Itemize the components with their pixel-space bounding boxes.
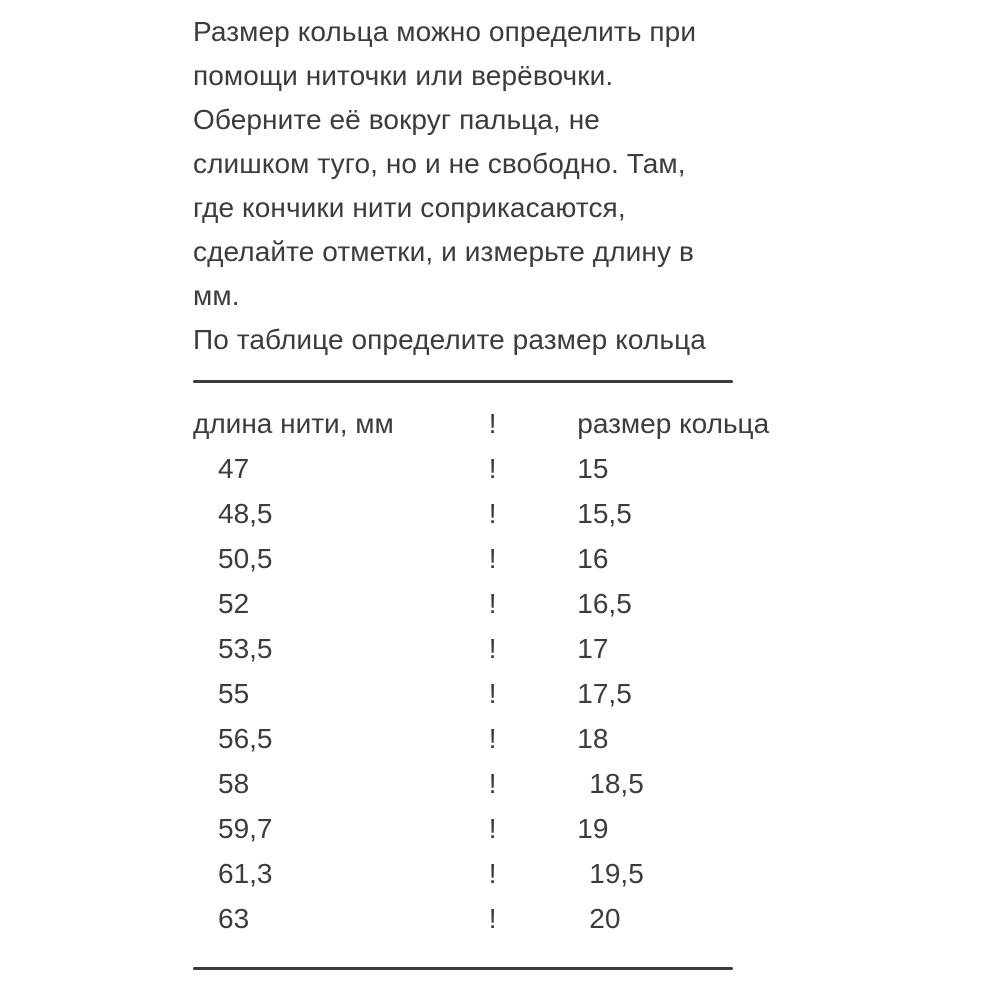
- ring-size-table: [193, 401, 813, 941]
- table-bottom-divider: [193, 967, 733, 970]
- instruction-line: помощи ниточки или верёвочки.: [193, 60, 614, 91]
- cell-thread-length: 47: [218, 453, 250, 484]
- instruction-line: где кончики нити соприкасаются,: [193, 192, 626, 223]
- cell-ring-size: 16,5: [577, 588, 632, 619]
- cell-separator: !: [488, 903, 497, 934]
- table-row: [193, 851, 813, 896]
- column-header-separator: !: [488, 408, 497, 439]
- table-row: [193, 716, 813, 761]
- cell-ring-size: 18,5: [589, 768, 644, 799]
- table-row: [193, 761, 813, 806]
- column-header-ring-size: размер кольца: [577, 408, 770, 439]
- cell-thread-length: 52: [218, 588, 250, 619]
- cell-ring-size: 16: [577, 543, 609, 574]
- cell-separator: !: [488, 498, 497, 529]
- instruction-line: сделайте отметки, и измерьте длину в: [193, 236, 694, 267]
- cell-separator: !: [488, 543, 497, 574]
- cell-separator: !: [488, 858, 497, 889]
- instruction-line: По таблице определите размер кольца: [193, 324, 706, 355]
- cell-separator: !: [488, 633, 497, 664]
- cell-thread-length: 63: [218, 903, 250, 934]
- cell-separator: !: [488, 723, 497, 754]
- instruction-line: Размер кольца можно определить при: [193, 16, 697, 47]
- table-row: [193, 536, 813, 581]
- cell-separator: !: [488, 768, 497, 799]
- cell-thread-length: 61,3: [218, 858, 273, 889]
- instruction-line: слишком туго, но и не свободно. Там,: [193, 148, 686, 179]
- ring-size-table-section: [0, 380, 1000, 970]
- table-row: [193, 446, 813, 491]
- cell-thread-length: 58: [218, 768, 250, 799]
- cell-separator: !: [488, 588, 497, 619]
- cell-separator: !: [488, 813, 497, 844]
- table-header-row: [193, 401, 813, 446]
- table-row: [193, 581, 813, 626]
- cell-thread-length: 50,5: [218, 543, 273, 574]
- instruction-line: мм.: [193, 280, 240, 311]
- cell-ring-size: 17,5: [577, 678, 632, 709]
- cell-ring-size: 17: [577, 633, 609, 664]
- cell-ring-size: 19,5: [589, 858, 644, 889]
- cell-ring-size: 15,5: [577, 498, 632, 529]
- cell-separator: !: [488, 453, 497, 484]
- table-row: [193, 896, 813, 941]
- instruction-line: Оберните её вокруг пальца, не: [193, 104, 600, 135]
- table-row: [193, 806, 813, 851]
- cell-ring-size: 15: [577, 453, 609, 484]
- cell-ring-size: 19: [577, 813, 609, 844]
- cell-ring-size: 20: [589, 903, 621, 934]
- cell-thread-length: 53,5: [218, 633, 273, 664]
- cell-thread-length: 48,5: [218, 498, 273, 529]
- instructions-text: [0, 10, 1000, 362]
- cell-separator: !: [488, 678, 497, 709]
- column-header-thread-length: длина нити, мм: [193, 408, 394, 439]
- cell-thread-length: 56,5: [218, 723, 273, 754]
- cell-ring-size: 18: [577, 723, 609, 754]
- cell-thread-length: 59,7: [218, 813, 273, 844]
- table-row: [193, 626, 813, 671]
- table-row: [193, 671, 813, 716]
- table-row: [193, 491, 813, 536]
- table-top-divider: [193, 380, 733, 383]
- cell-thread-length: 55: [218, 678, 250, 709]
